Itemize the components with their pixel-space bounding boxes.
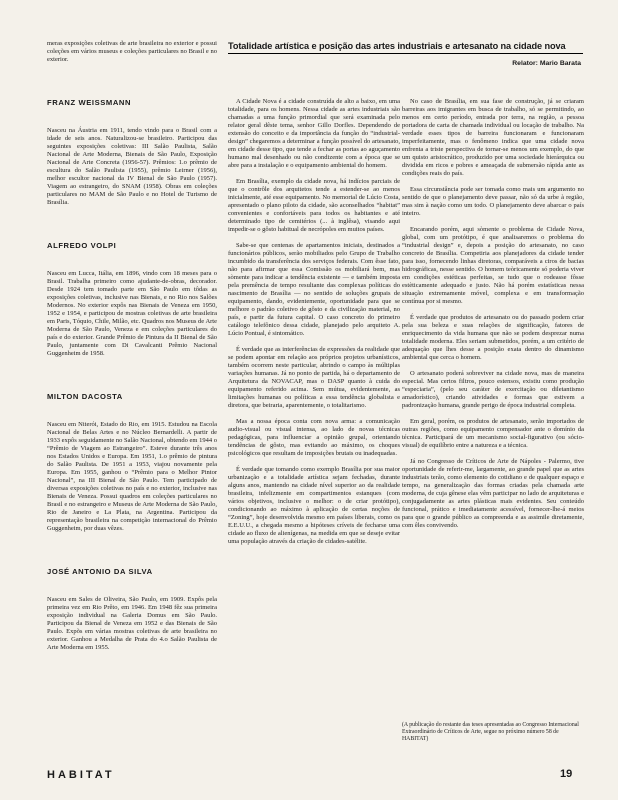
body-paragraph: Encarando porém, aqui sòmente o problema de Cidade Nova, global, com um protótipo, é que analisaremos o problema do “industrial design” e, depois a posição do artesanato, no caso concreto de Brasília. Competiria aos planejadores da cidade tender para isso, fornecendo linhas diretoras, comparáveis a ciros de bacias hidrográficas, nesse sentido. O homem teòricamente só poderia viver em condições estéticas perfeitas, se tudo que o rodeasse fôsse estèticamente adequado e justo. Não há porém estatísticas nessa situação extremamente móvel, complexa e em transformação contínua por si mesmo. (402, 226, 584, 305)
artist-text: Nasceu em Lucca, Itália, em 1896, vindo com 18 meses para o Brasil. Trabalha primeiro como ajudante-de-obras, decorador. Desde 1924 tem tomado parte em São Paulo em tôdas as exposições coletivas, inclusive nas Bienais, e no Rio nos Salões Modernos. No exterior expôs nas Bienais de Veneza em 1950, 1952 e 1954, e participou de mostras coletivas de arte brasileira em Paris, Tóquio, Chile, Milão, etc. Quadros nos Museus de Arte Moderna de São Paulo, Veneza e em coleções particulares do país e do exterior. Grande Prêmio de Pintura da II Bienal de São Paulo, juntamente com Di Cavalcanti Prêmio Nacional Guggenheim de 1958. (47, 270, 217, 357)
artist-text: Nasceu em Sales de Oliveira, São Paulo, em 1909. Expôs pela primeira vez em Rio Prêto, em 1946. Em 1948 fêz sua primeira exposição individual na Galeria Domus em São Paulo. Participou da Bienal de Veneza em 1952 e das Bienais de São Paulo. Expõs em várias mostras coletivas de arte brasileira no exterior. Ganhou a Medalha de Prata do 4.o Salão Paulista de Arte Moderna em 1955. (47, 596, 217, 651)
article-title: Totalidade artística e posição das artes industriais e artesanato na cidade nova (228, 41, 566, 51)
body-column-middle (228, 98, 400, 554)
body-paragraph: O artesanato poderá sobreviver na cidade nova, mas de maneira especial. Mas certos filtros, pouco estensos, existiu como produção “especiaria”, (pelo seu caráter de exercitação ou diletantismo amadorístico), criando atividades e formas que estivem a padronização humana, grande perigo de época industrial completa. (402, 370, 584, 409)
body-paragraph: Essa circunstância pode ser tomada como mais um argumento no sentido de que o planejamento deve passar, não só da urbe à região, mas sim à nação como um todo. O planejamento deve abarcar o país inteiro. (402, 186, 584, 217)
body-paragraph: É verdade que as interferências de expressões da realidade que se podem apontar em relação aos próprios projetos urbanísticos, também ocorrem neste particular, abrindo o campo às múltiplas variações humanas. Já no ponto de partida, há o departamento de Arquitetura da NOVACAP, mas o DASP quanto à cuida do equipamento referido acima. Sem mútua, evidentemente, as limitações humanas ou políticas a essa tendência globalista e diretora, que beiraria, aparentemente, o totalitarismo. (228, 346, 400, 409)
body-paragraph: É verdade que produtos de artesanato ou do passado podem criar pela sua beleza e suas relações de significação, fatores de enriquecimento da vida humana que não se podem desprezar numa totalidade moderna. Eles seriam submetidos, porém, a um critério de adequação que lhes desse a posição exata dentro do dinamismo ambiental que cerca o homem. (402, 314, 584, 361)
body-paragraph: No caso de Brasília, em sua fase de construção, já se criaram barreiras aos imigrantes em busca de trabalho, só se permitindo, ao menos em certo período, entrada por terra, na região, a pessoa portadora de carta de chamada individual ou locação de trabalho. Na verdade esses tipos de barreira funcionaram e funcionaram imperfeitamente, mas o fenômeno indica que uma cidade nova enfrenta a triste perspectiva de tornar-se menos um exemplo, do que um quisto aristocrático, produzido por uma sociedade hierárquica ou dividida em ricos e pobres e ameaçada de submersão rápida ante as condições reais do país. (402, 98, 584, 177)
body-column-right (402, 98, 584, 538)
magazine-name: HABITAT (47, 769, 115, 781)
artist-name: MILTON DACOSTA (47, 392, 123, 401)
body-paragraph: Em geral, porém, os produtos de artesanato, serão importados de outras regiões, como equipamento compensador ante o domínio da técnica. Participará de um mecanismo social-figurativo (ou sócio-visual) de equilíbrio entre a natureza e a técnica. (402, 418, 584, 449)
title-rule (228, 53, 583, 54)
body-paragraph: Já no Congresso de Críticos de Arte de Nápoles - Palermo, tive oportunidade de referir-me, largamente, ao grande papel que as artes industriais terão, como elemento do cotidiano e de qualquer espaço e tempo, na generalização das formas criadas pela chamada arte moderna, de cuja gênese elas vêm participar no lado de arquiteturas e conjugadamente as artes plásticas mais evidentes. Seu conteúdo funcional, prático e imediatamente acessível, fornecer-lhe-á meios para que o grande público as compreenda e as assimile diretamente, com êles convivendo. (402, 458, 584, 529)
footnote: (A publicação do restante das teses apresentadas ao Congresso Internacional Extraordinário de Críticos de Arte, segue no próximo número 58 de HABITAT) (402, 722, 579, 742)
left-column (47, 40, 217, 652)
body-paragraph: É verdade que tomando como exemplo Brasília por sua maior urbanização e a totalidade artística sejam fechadas, durante alguns anos, mantendo na cidade nível superior ao da realidade brasileira, infelizmente em compartimentos estanques (com vários objetivos, inclusive o melhor: o de criar protótipo), condicionando ao máximo à aplicação de certas noções de “Zoning”, hoje desenvolvida mesmo em países liberais, como os E.E.U.U., a chegada mesmo a hipóteses críveis de fecharse uma cidade ao fluxo de alienígenas, na medida em que se deseje evitar uma população através da criação de cidades-satélite. (228, 466, 400, 545)
body-paragraph: A Cidade Nova é a cidade construída de alto a baixo, em uma totalidade, para os homens. Nessa cidade as artes industriais são chamadas a uma função primordial que será examinada pelo relator geral dêste tema, senhor Gillo Dorfles. Dependendo de extensão do conceito e da importância da função do “industrial-design” chegaremos a determinar a função possível do artesanato, em cidade desse tipo, que tende a fechar as portas ao aguçamento humano mal desenhado ou não condizente com a época que se abre para a instalação e o equipamento ambiental do homem. (228, 98, 400, 169)
body-paragraph: Mas a nossa época conta com nova arma: a comunicação audio-visual ou visual intensa, ao lado de novas técnicas pedagógicas, para influenciar a opinião grupal, orientando tendências de gôsto, mas evitando ao máximo, os choques psicológicos que resultam de imposições brutais ou inadequadas. (228, 418, 400, 457)
artist-text: Nasceu em Niterói, Estado do Rio, em 1915. Estudou na Escola Nacional de Belas Artes e no Núcleo Bernardelli. A partir de 1933 expôs seguidamente no Salão Nacional, obtendo em 1944 o “Prêmio de Viagem ao Estrangeiro”. Esteve durante três anos nos Estados Unidos e Europa. Em 1951, 1.o prêmio de pintura do Salão Paulista. De 1951 a 1953, viajou novamente pela Europa. Em 1955, ganhou o “Prêmio para o Melhor Pintor Nacional”, na III Bienal de São Paulo. Tem participado de diversas exposições coletivas no país e no exterior, inclusive nas Bienais de Veneza. Possui quadros em coleções particulares no Brasil e no estrangeiro e Museus de Arte Moderna de São Paulo, Rio de Janeiro e La Plata, na Argentina. Participou da representação brasileira na competição internacional do Prêmio Guggenheim, por duas vêzes. (47, 421, 217, 532)
artist-text: Nasceu na Áustria em 1911, tendo vindo para o Brasil com a idade de seis anos. Naturalizou-se brasileiro. Participou das seguintes exposições coletivas: III Salão Paulista, Salão Nacional de Arte Moderna, Bienais de São Paulo, Exposição Nacional de Arte Concreta (1956-57). Prêmios: 1.o prêmio de escultura do Salão Paulista (1955), prêmio Leirner (1956), melhor escultor nacional da IV Bienal de São Paulo (1957). Viagem ao estrangeiro, do SNAM (1958). Obras em coleções particulares no MAM de São Paulo e no Hotel de Turismo de Brasília. (47, 127, 217, 206)
artist-name: FRANZ WEISSMANN (47, 98, 132, 107)
body-paragraph: Em Brasília, exemplo da cidade nova, há indícios parciais de que o contrôle dos arquitetos tende a estender-se ao menos inicialmente, até esse equipamento. No memorial de Lúcio Costa, apresentado o plano piloto da cidade, são aconselhados “habitat” convenientes e confortáveis para todos os habitantes e até determinado tipo de cemitérios (... à inglêsa), visando aqui impedir-se o gôsto habitual de necrópoles em muitos países. (228, 178, 400, 233)
artist-name: JOSÉ ANTONIO DA SILVA (47, 567, 153, 576)
artist-bio (47, 567, 217, 652)
artist-bio (47, 98, 217, 207)
intro-paragraph: meras exposições coletivas de arte brasileira no exterior e possui coleções em vários museus e coleções particulares no Brasil e no exterior. (47, 40, 217, 63)
artist-name: ALFREDO VOLPI (47, 241, 117, 250)
artist-bio (47, 392, 217, 533)
artist-bio (47, 241, 217, 358)
page-number: 19 (560, 768, 573, 780)
article-rapporteur: Relator: Mario Barata (512, 60, 581, 67)
body-paragraph: Sabe-se que centenas de apartamentos iniciais, destinados a funcionários públicos, serão mobiliados pelo Grupo de Trabalho incumbido da transferência dos serviços federais. Com êsse fato, não para afirmar que essa Comissão os mobiliará bem, mas sòmente para indicar a tendência existente — e também imposta pela premência de tempo resultante das complexas políticas do nascimento de Brasília — no sentido de soluções grupais de equipamento, dando, evidentemente, oportunidade para que se melhore o padrão coletivo de gôsto e da civilização material, no país, e partir da futura capital. O caso concreto do primeiro catálogo telefônico dessa cidade, planejado pelo arquiteto A. Lúcio Pontual, é sintomático. (228, 242, 400, 337)
